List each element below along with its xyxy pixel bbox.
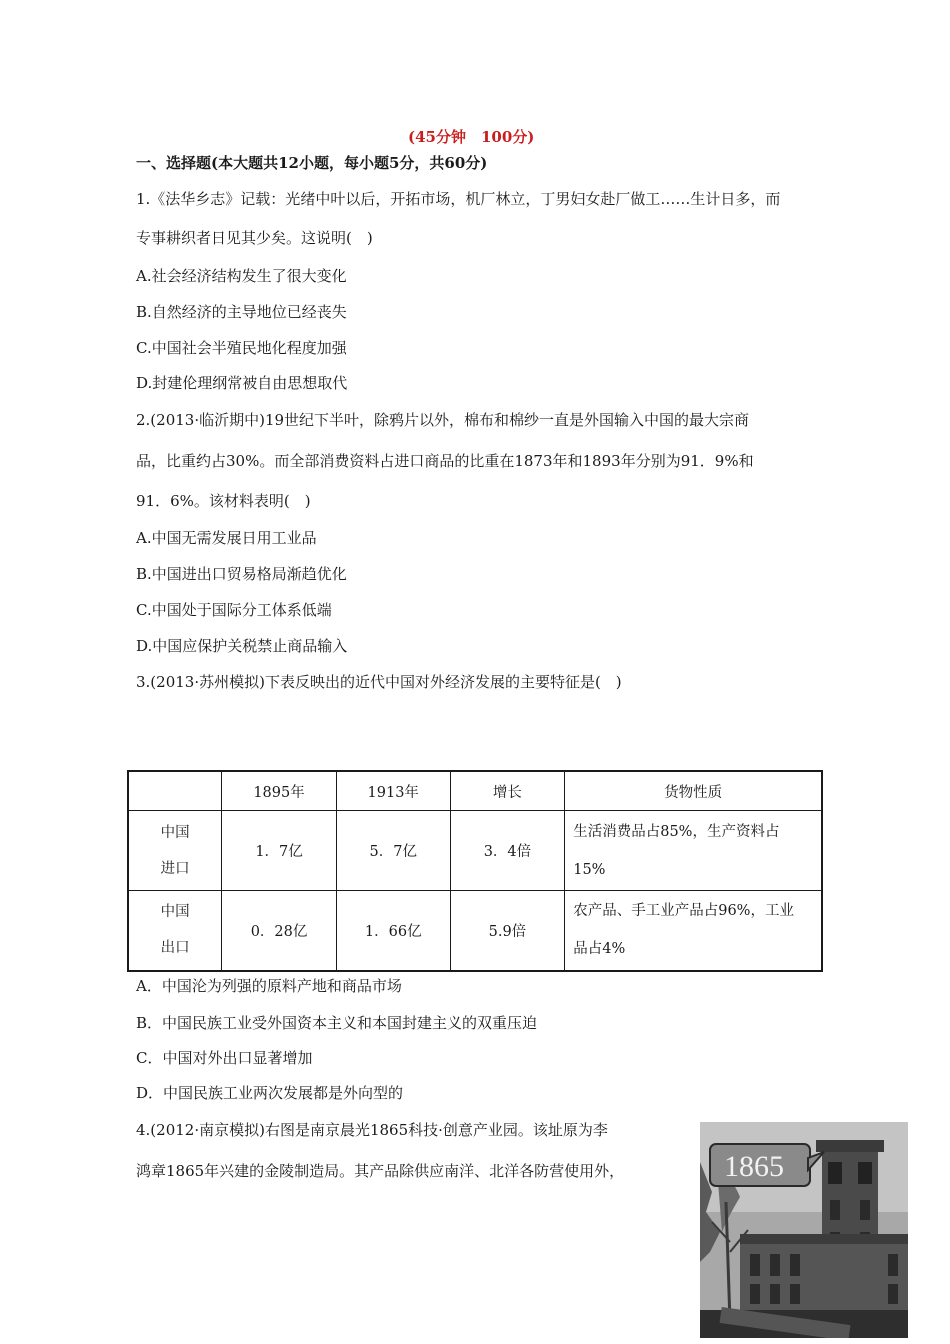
q2-option-b: B.中国进出口贸易格局渐趋优化 [136,565,347,583]
photo-drawing [700,1122,908,1338]
q2-option-d: D.中国应保护关税禁止商品输入 [136,637,348,655]
table-header-cell: 增长 [450,771,565,811]
nature-line: 15% [573,861,606,878]
q3-option-d: D．中国民族工业两次发展都是外向型的 [136,1084,404,1102]
section-title: 一、选择题(本大题共12小题，每小题5分，共60分) [136,154,488,172]
q1-option-c: C.中国社会半殖民地化程度加强 [136,339,347,357]
cell-nature [565,811,822,891]
nature-line: 生活消费品占85%，生产资料占 [573,823,780,840]
q1-option-b: B.自然经济的主导地位已经丧失 [136,303,347,321]
photo-sign-text: 1865 [724,1150,784,1183]
trade-table [127,770,823,972]
table-header-row [128,771,822,811]
cell-1913: 1．66亿 [336,891,450,971]
table-header-cell [128,771,222,811]
table-row [128,811,822,891]
industrial-park-photo [700,1122,908,1338]
q2-option-c: C.中国处于国际分工体系低端 [136,601,332,619]
q1-option-a: A.社会经济结构发生了很大变化 [136,267,347,285]
nature-line: 农产品、手工业产品占96%，工业 [573,903,794,920]
row-head-export [128,891,222,971]
q1-option-d: D.封建伦理纲常被自由思想取代 [136,374,348,392]
q2-line-3: 91．6%。该材料表明( ) [136,492,311,510]
cell-1913: 5．7亿 [336,811,450,891]
table-header-cell: 1913年 [336,771,450,811]
row-head-import [128,811,222,891]
q3-line-1: 3.(2013·苏州模拟)下表反映出的近代中国对外经济发展的主要特征是( ) [136,673,622,691]
q3-option-c: C．中国对外出口显著增加 [136,1049,313,1067]
q4-line-2: 鸿章1865年兴建的金陵制造局。其产品除供应南洋、北洋各防营使用外， [136,1162,625,1180]
q1-line-1: 1.《法华乡志》记载：光绪中叶以后，开拓市场，机厂林立，丁男妇女赴厂做工……生计日多，而 [136,190,781,208]
q2-line-1: 2.(2013·临沂期中)19世纪下半叶，除鸦片以外，棉布和棉纱一直是外国输入中国的最大宗商 [136,411,750,429]
row-head-line: 中国 [160,824,190,841]
q4-line-1: 4.(2012·南京模拟)右图是南京晨光1865科技·创意产业园。该址原为李 [136,1121,608,1139]
row-head-line: 出口 [160,940,190,957]
cell-nature [565,891,822,971]
time-score-header: (45分钟 100分) [408,128,535,146]
q2-line-2: 品，比重约占30%。而全部消费资料占进口商品的比重在1873年和1893年分别为91．9%和 [136,452,754,470]
cell-1895: 1．7亿 [222,811,337,891]
cell-1895: 0．28亿 [222,891,337,971]
row-head-line: 进口 [160,860,190,877]
cell-growth: 3．4倍 [450,811,565,891]
q2-option-a: A.中国无需发展日用工业品 [136,529,317,547]
q3-option-a: A．中国沦为列强的原料产地和商品市场 [136,977,402,995]
nature-line: 品占4% [573,941,626,958]
cell-growth: 5.9倍 [450,891,565,971]
row-head-line: 中国 [160,904,190,921]
table-header-cell: 货物性质 [565,771,822,811]
q3-option-b: B．中国民族工业受外国资本主义和本国封建主义的双重压迫 [136,1014,538,1032]
table-header-cell: 1895年 [222,771,337,811]
table-row [128,891,822,971]
q1-line-2: 专事耕织者日见其少矣。这说明( ) [136,229,373,247]
